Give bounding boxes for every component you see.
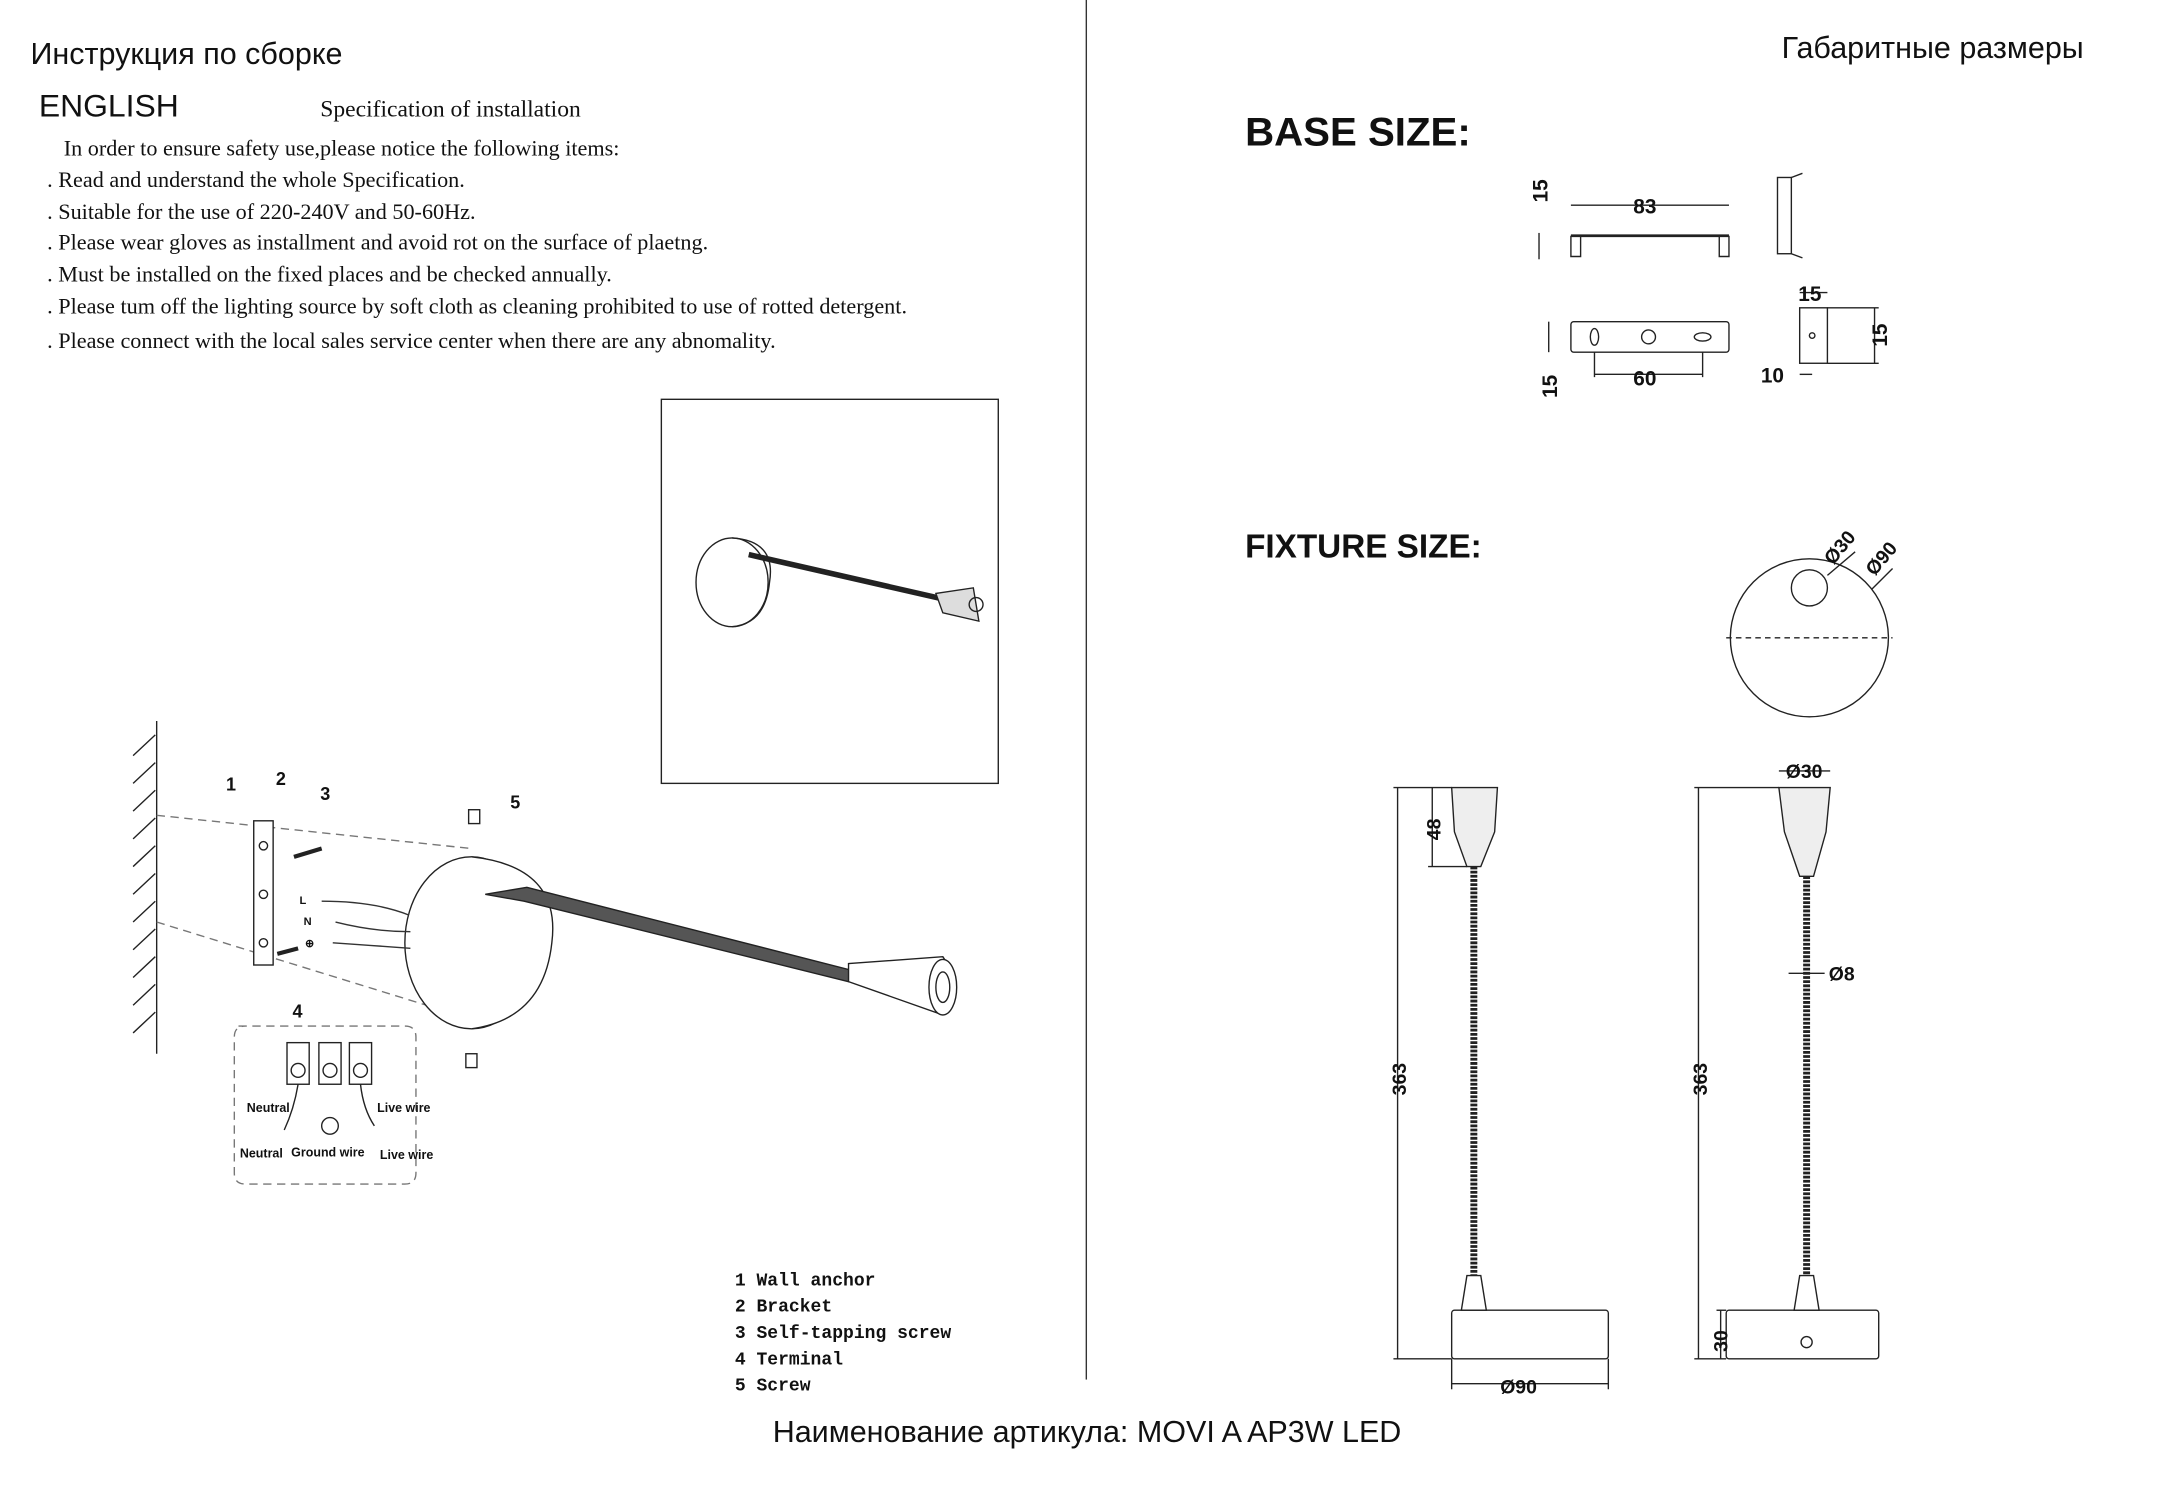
- instruction-item: . Please wear gloves as installment and avoid rot on the surface of plaetng.: [47, 231, 709, 256]
- parts-legend: [735, 1267, 951, 1399]
- terminal-block: [284, 1043, 374, 1135]
- callout-2: 2: [275, 768, 286, 789]
- dimension-drawings: [1095, 0, 2174, 1400]
- fixture-size-title: FIXTURE SIZE:: [1245, 528, 1482, 566]
- instructions-intro: In order to ensure safety use,please notice the following items:: [63, 137, 620, 161]
- right-title: Габаритные размеры: [1781, 30, 2084, 66]
- dim-head-dia-side: Ø30: [1785, 760, 1823, 783]
- article-name: Наименование артикула: MOVI A AP3W LED: [772, 1414, 1402, 1449]
- bracket: [254, 821, 273, 965]
- page-divider: [1086, 0, 1087, 1380]
- instructions-title: Specification of installation: [320, 95, 581, 123]
- svg-text:Live wire: Live wire: [379, 1148, 434, 1163]
- instruction-item: . Please tum off the lighting source by soft cloth as cleaning prohibited to use of rotted detergent.: [47, 295, 907, 319]
- instruction-item: . Suitable for the use of 220-240V and 50-60Hz.: [47, 201, 476, 225]
- callout-5: 5: [510, 792, 521, 813]
- callout-3: 3: [320, 784, 331, 805]
- callout-1: 1: [225, 774, 237, 795]
- lamp-body: [405, 857, 957, 1029]
- dim-side-width: 15: [1798, 282, 1822, 306]
- svg-text:Neutral: Neutral: [239, 1146, 283, 1161]
- callout-4: 4: [292, 1001, 303, 1022]
- language-label: ENGLISH: [38, 87, 179, 124]
- svg-text:N: N: [303, 915, 312, 928]
- dim-hole-spacing: 60: [1633, 367, 1657, 391]
- svg-text:Neutral: Neutral: [246, 1100, 290, 1115]
- inset-lamp: [696, 538, 983, 627]
- svg-text:⊕: ⊕: [305, 937, 315, 950]
- base-size-title: BASE SIZE:: [1245, 110, 1471, 156]
- terminal-marks: [299, 895, 314, 950]
- wires: [322, 901, 411, 948]
- legend-item: 3 Self-tapping screw: [734, 1322, 952, 1344]
- dim-base-bottom-height: 15: [1539, 374, 1563, 398]
- dim-head-length: 48: [1423, 818, 1446, 841]
- dim-base-top-height: 15: [1529, 179, 1553, 203]
- instruction-item: . Must be installed on the fixed places and be checked annually.: [47, 263, 612, 288]
- installation-diagram: [0, 0, 1086, 1400]
- svg-text:Live wire: Live wire: [377, 1100, 431, 1115]
- dim-total-height: 363: [1388, 1062, 1411, 1096]
- dim-base-length: 83: [1633, 195, 1657, 219]
- legend-item: 4 Terminal: [734, 1349, 844, 1370]
- instruction-item: . Please connect with the local sales service center when there are any abnomality.: [47, 329, 776, 354]
- legend-item: 1 Wall anchor: [734, 1270, 876, 1291]
- instruction-item: . Read and understand the whole Specification.: [47, 169, 465, 193]
- legend-item: 2 Bracket: [734, 1296, 833, 1318]
- dim-side-height: 15: [1869, 323, 1893, 347]
- dim-neck-dia: Ø8: [1828, 963, 1855, 986]
- dim-total-height-side: 363: [1689, 1062, 1712, 1096]
- svg-text:Ground wire: Ground wire: [291, 1145, 365, 1160]
- left-title: Инструкция по сборке: [30, 36, 343, 71]
- dim-side-offset: 10: [1760, 364, 1784, 388]
- dim-base-height: 30: [1710, 1330, 1733, 1352]
- dim-head-dia: Ø30: [1819, 526, 1861, 569]
- dim-base-dia-front: Ø90: [1500, 1376, 1537, 1399]
- dim-base-dia: Ø90: [1861, 537, 1902, 580]
- svg-text:L: L: [299, 894, 307, 907]
- legend-item: 5 Screw: [734, 1375, 811, 1397]
- wall: [133, 721, 157, 1054]
